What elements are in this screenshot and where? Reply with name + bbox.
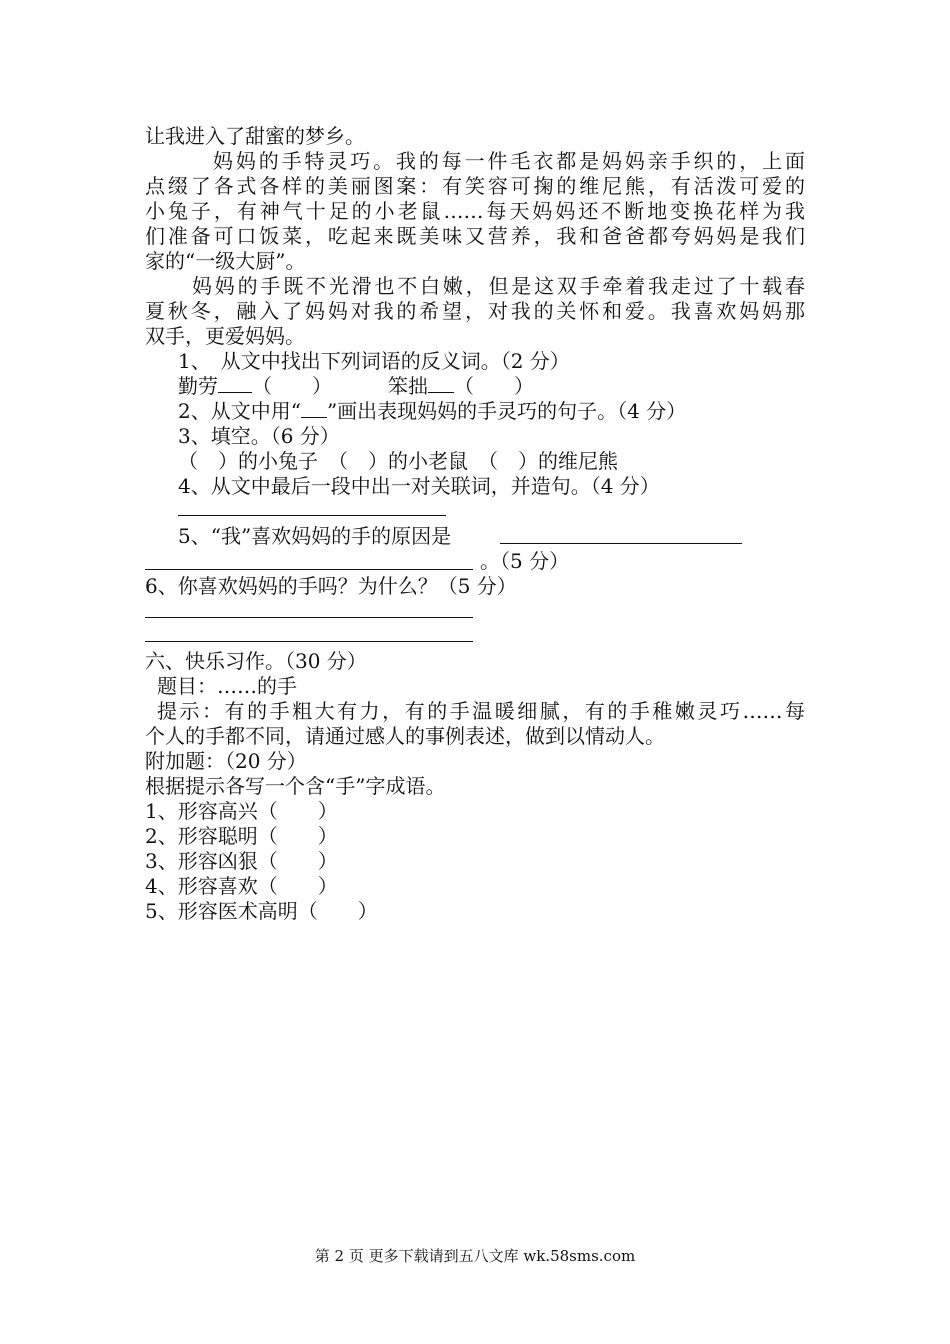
- answer-line[interactable]: [145, 569, 473, 570]
- answer-line[interactable]: [178, 515, 446, 516]
- passage-line: 妈妈的手既不光滑也不白嫩，但是这双手牵着我走过了十载春: [192, 274, 805, 298]
- passage-line: 让我进入了甜蜜的梦乡。: [145, 124, 365, 148]
- question-1-antonyms: [178, 374, 534, 399]
- passage-line: 点缀了各式各样的美丽图案：有笑容可掬的维尼熊，有活泼可爱的: [145, 174, 805, 198]
- question-3-blanks[interactable]: （ ）的小兔子 （ ）的小老鼠 （ ）的维尼熊: [178, 449, 618, 473]
- section-6-heading: 六、快乐习作。（30 分）: [145, 649, 367, 673]
- bonus-item[interactable]: 5、形容医术高明（ ）: [145, 899, 378, 923]
- passage-line: 双手，更爱妈妈。: [145, 324, 305, 348]
- answer-blank[interactable]: [218, 374, 252, 393]
- essay-hint: 提示：有的手粗大有力，有的手温暖细腻，有的手稚嫩灵巧……每: [157, 699, 805, 723]
- bonus-instruction: 根据提示各写一个含“手”字成语。: [145, 774, 446, 798]
- word-benzhuo: 笨拙: [388, 374, 428, 398]
- question-3: 3、填空。（6 分）: [178, 424, 340, 448]
- answer-blank[interactable]: [428, 374, 454, 393]
- question-2: 2、从文中用“ ”画出表现妈妈的手灵巧的句子。（4 分）: [178, 399, 687, 423]
- answer-line[interactable]: [145, 617, 473, 618]
- question-1: 1、 从文中找出下列词语的反义词。（2 分）: [178, 349, 570, 373]
- question-6: 6、你喜欢妈妈的手吗？为什么？（5 分）: [145, 574, 517, 598]
- passage-line: 小兔子，有神气十足的小老鼠……每天妈妈还不断地变换花样为我: [145, 199, 805, 223]
- bonus-item[interactable]: 3、形容凶狠（ ）: [145, 849, 338, 873]
- essay-title: 题目：……的手: [157, 674, 297, 698]
- answer-line[interactable]: [500, 543, 742, 544]
- passage-line: 妈妈的手特灵巧。我的每一件毛衣都是妈妈亲手织的，上面: [213, 149, 805, 173]
- passage-line: 们准备可口饭菜，吃起来既美味又营养，我和爸爸都夸妈妈是我们: [145, 224, 805, 248]
- question-5: 5、“我”喜欢妈妈的手的原因是: [178, 524, 452, 548]
- passage-line: 家的“一级大厨”。: [145, 249, 306, 273]
- bonus-item[interactable]: 4、形容喜欢（ ）: [145, 874, 338, 898]
- question-4: 4、从文中最后一段中出一对关联词，并造句。（4 分）: [178, 474, 660, 498]
- answer-line[interactable]: [145, 641, 473, 642]
- page-footer: 第 2 页 更多下载请到五八文库 wk.58sms.com: [314, 1247, 636, 1265]
- word-qinlao: 勤劳: [178, 374, 218, 398]
- answer-paren[interactable]: （ ）: [252, 374, 332, 398]
- answer-paren[interactable]: （ ）: [454, 374, 534, 398]
- bonus-heading: 附加题：（20 分）: [145, 749, 307, 773]
- essay-hint: 个人的手都不同，请通过感人的事例表述，做到以情动人。: [145, 724, 665, 748]
- bonus-item[interactable]: 2、形容聪明（ ）: [145, 824, 338, 848]
- underline-sample: [301, 399, 327, 418]
- bonus-item[interactable]: 1、形容高兴（ ）: [145, 799, 338, 823]
- passage-line: 夏秋冬，融入了妈妈对我的希望，对我的关怀和爱。我喜欢妈妈那: [145, 299, 805, 323]
- question-5-score: 。（5 分）: [480, 549, 570, 573]
